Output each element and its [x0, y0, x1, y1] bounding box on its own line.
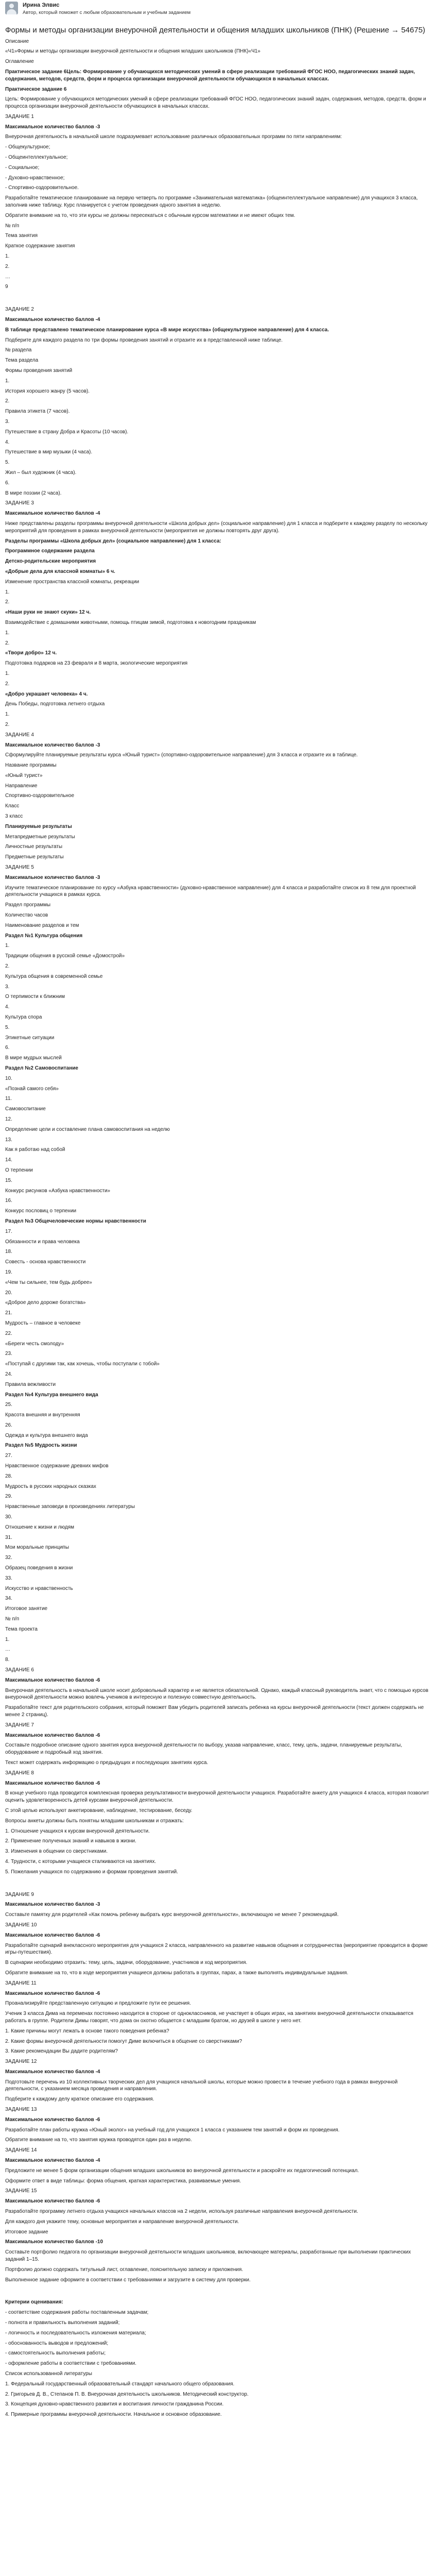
text-paragraph: - Социальное;	[5, 164, 40, 171]
text-paragraph: 6.	[5, 1045, 10, 1051]
text-paragraph: 2.	[5, 640, 10, 646]
text-paragraph: Подготовьте перечень из 10 коллективных творческих дел для учащихся начальной школы, которые можно провести в течение учебного года в рамках внеурочной деятельности, с указанием месяца проведения и направления.	[5, 2079, 398, 2092]
text-paragraph: 20.	[5, 1290, 12, 1296]
heading-paragraph: Практическое задание 6Цель: Формирование у обучающихся методических умений в сфере реализации требований ФГОС НОО, педагогических знаний задач, содержания, методов, средств, форм и процесса организации внеурочной деятельности обучающихся в начальных классах.	[5, 69, 415, 82]
text-paragraph: История хорошего жанру (5 часов).	[5, 388, 90, 394]
text-paragraph: 26.	[5, 1422, 12, 1428]
text-paragraph: Образец поведения в жизни	[5, 1565, 73, 1571]
text-paragraph: - логичность и последовательность изложения материала;	[5, 2330, 146, 2336]
text-paragraph: …	[5, 1647, 10, 1653]
heading-paragraph: Максимальное количество баллов -3	[5, 742, 100, 748]
text-paragraph: Правила вежливости	[5, 1381, 56, 1387]
heading-paragraph: Разделы программы «Школа добрых дел» (социальное направление) для 1 класса:	[5, 538, 221, 544]
text-paragraph: - Общеинтеллектуальное;	[5, 155, 68, 161]
text-paragraph: 1.	[5, 943, 10, 949]
text-paragraph: День Победы, подготовка летнего отдыха	[5, 701, 105, 707]
text-paragraph: - оформление работы в соответствии с требованиями.	[5, 2361, 137, 2367]
text-paragraph: 1.	[5, 253, 10, 260]
text-paragraph: Обязанности и права человека	[5, 1239, 80, 1245]
text-paragraph: ЗАДАНИЕ 12	[5, 2059, 37, 2065]
text-paragraph: 1.	[5, 589, 10, 595]
text-paragraph: Метапредметные результаты	[5, 834, 75, 840]
heading-paragraph: Раздел №2 Самовоспитание	[5, 1065, 78, 1071]
text-paragraph: 6.	[5, 480, 10, 486]
text-paragraph: «Поступай с другими так, как хочешь, чтобы поступали с тобой»	[5, 1361, 160, 1367]
text-paragraph: ЗАДАНИЕ 6	[5, 1667, 34, 1673]
heading-paragraph: Раздел №3 Общечеловеческие нормы нравственности	[5, 1218, 146, 1224]
text-paragraph: ЗАДАНИЕ 1	[5, 113, 34, 120]
author-avatar[interactable]	[5, 2, 18, 14]
text-paragraph: 31.	[5, 1534, 12, 1540]
text-paragraph: Формы проведения занятий	[5, 368, 73, 374]
text-paragraph: Оформите ответ в виде таблицы: форма общения, краткая характеристика, развиваемые умения.	[5, 2178, 241, 2184]
text-paragraph: Портфолио должно содержать титульный лист, оглавление, пояснительную записку и приложения.	[5, 2266, 243, 2273]
text-paragraph: Спортивно-оздоровительное	[5, 793, 75, 799]
heading-paragraph: Максимальное количество баллов -4	[5, 511, 100, 517]
text-paragraph: 4. Трудности, с которыми учащиеся сталкиваются на занятиях.	[5, 1858, 156, 1865]
heading-paragraph: Критерии оценивания:	[5, 2299, 63, 2306]
text-paragraph: Самовоспитание	[5, 1106, 46, 1112]
text-paragraph: - обоснованность выводов и предложений;	[5, 2340, 109, 2346]
text-paragraph: Составьте портфолио педагога по организации внеурочной деятельности младших школьников, включающее материалы, разработанные при выполнении практических заданий 1–15.	[5, 2249, 411, 2263]
text-paragraph: Мудрость – главное в человеке	[5, 1320, 81, 1326]
text-paragraph: ЗАДАНИЕ 4	[5, 732, 34, 738]
text-paragraph: Ниже представлены разделы программы внеурочной деятельности «Школа добрых дел» (социальное направление) для 1 класса и подберите к каждому разделу по нескольку мероприятий для проведения в рамках внеурочной деятельности (мероприятия не должны повторять друг друга).	[5, 520, 428, 534]
text-paragraph: Определение цели и составление плана самовоспитания на неделю	[5, 1126, 170, 1132]
text-paragraph: Внеурочная деятельность в начальной школе носит добровольный характер и не является обязательной. Однако, каждый классный руководитель знает, что с помощью курсов внеурочной деятельности можно вовлечь учеников в интересную и полезную совместную деятельность.	[5, 1687, 429, 1701]
text-paragraph: Конкурс пословиц о терпении	[5, 1208, 77, 1214]
text-paragraph: 16.	[5, 1198, 12, 1204]
text-paragraph: 10.	[5, 1075, 12, 1081]
heading-paragraph: Максимальное количество баллов -4	[5, 317, 100, 323]
heading-paragraph: Максимальное количество баллов -6	[5, 2198, 100, 2205]
heading-paragraph: Максимальное количество баллов -6	[5, 1780, 100, 1786]
document-title: Формы и методы организации внеурочной деятельности и общения младших школьников (ПНК) (Решение → 54675)	[5, 25, 426, 35]
text-paragraph: Тема проекта	[5, 1626, 38, 1632]
text-paragraph: Отношение к жизни и людям	[5, 1524, 74, 1530]
text-paragraph: Изменение пространства классной комнаты, рекреации	[5, 579, 139, 585]
text-paragraph: Выполненное задание оформите в соответствии с требованиями и загрузите в систему для проверки.	[5, 2277, 251, 2283]
text-paragraph: Культура общения в современной семье	[5, 973, 103, 979]
text-paragraph: Нравственные заповеди в произведениях литературы	[5, 1504, 135, 1510]
heading-paragraph: Максимальное количество баллов -10	[5, 2239, 103, 2245]
text-paragraph: …	[5, 274, 10, 280]
text-paragraph: Предметные результаты	[5, 854, 64, 860]
section-spacer	[5, 1879, 431, 1891]
text-paragraph: ЗАДАНИЕ 3	[5, 500, 34, 506]
text-paragraph: 5.	[5, 1024, 10, 1030]
text-paragraph: О терпении	[5, 1167, 33, 1173]
text-paragraph: 13.	[5, 1137, 12, 1143]
text-paragraph: 21.	[5, 1310, 12, 1316]
text-paragraph: Разработайте программу летнего отдыха учащихся начальных классов на 2 недели, используя различные направления внеурочной деятельности.	[5, 2209, 358, 2215]
heading-paragraph: Максимальное количество баллов -6	[5, 2116, 100, 2123]
text-paragraph: Составьте памятку для родителей «Как помочь ребенку выбрать курс внеурочной деятельности», включающую не менее 7 рекомендаций.	[5, 1912, 339, 1918]
text-paragraph: Список использованной литературы	[5, 2371, 92, 2377]
text-paragraph: Личностные результаты	[5, 844, 63, 850]
text-paragraph: О терпимости к ближним	[5, 994, 65, 1000]
text-paragraph: 3 класс	[5, 814, 23, 820]
text-paragraph: Разработайте тематическое планирование на первую четверть по программе «Занимательная математика» (общеинтеллектуальное направление) для учащихся 3 класса, заполнив ниже таблицу. Курс планируется с учетом проведения одного занятия в неделю.	[5, 195, 418, 209]
text-paragraph: ЗАДАНИЕ 14	[5, 2147, 37, 2154]
text-paragraph: Подготовка подарков на 23 февраля и 8 марта, экологические мероприятия	[5, 660, 188, 667]
text-paragraph: Описание	[5, 38, 29, 44]
text-paragraph: ЗАДАНИЕ 9	[5, 1891, 34, 1897]
text-paragraph: 3. Какие рекомендации Вы дадите родителям?	[5, 2048, 118, 2055]
text-paragraph: 29.	[5, 1494, 12, 1500]
text-paragraph: «Познай самого себя»	[5, 1086, 59, 1092]
text-paragraph: Итоговое занятие	[5, 1606, 48, 1612]
text-paragraph: 2.	[5, 398, 10, 404]
text-paragraph: «Ч1»Формы и методы организации внеурочной деятельности и общения младших школьников (ПНК)«Ч1»	[5, 48, 260, 55]
author-info	[23, 2, 190, 16]
heading-paragraph: «Наши руки не знают скуки» 12 ч.	[5, 609, 91, 616]
text-paragraph: 2.	[5, 721, 10, 727]
text-paragraph: 33.	[5, 1575, 12, 1581]
text-paragraph: 17.	[5, 1228, 12, 1234]
text-paragraph: Конкурс рисунков «Азбука нравственности»	[5, 1188, 111, 1194]
text-paragraph: Одежда и культура внешнего вида	[5, 1432, 88, 1438]
heading-paragraph: Планируемые результаты	[5, 823, 72, 829]
section-spacer	[5, 2286, 431, 2299]
text-paragraph: Проанализируйте представленную ситуацию и предложите пути ее решения.	[5, 2001, 191, 2007]
text-paragraph: ЗАДАНИЕ 13	[5, 2107, 37, 2113]
text-paragraph: ЗАДАНИЕ 15	[5, 2188, 37, 2194]
text-paragraph: Правила этикета (7 часов).	[5, 409, 70, 415]
heading-paragraph: Максимальное количество баллов -6	[5, 1990, 100, 1996]
heading-paragraph: «Твори добро» 12 ч.	[5, 650, 57, 656]
text-paragraph: Краткое содержание занятия	[5, 243, 75, 249]
heading-paragraph: «Добрые дела для классной комнаты» 6 ч.	[5, 568, 115, 574]
text-paragraph: 25.	[5, 1402, 12, 1408]
text-paragraph: Цель: Формирование у обучающихся методических умений в сфере реализации требований ФГОС НОО, педагогических знаний задач, содержания, методов, средств, форм и процесса организации внеурочной деятельности обучающихся в начальных классах.	[5, 96, 426, 110]
text-paragraph: ЗАДАНИЕ 10	[5, 1922, 37, 1928]
text-paragraph: № п/п	[5, 1616, 20, 1622]
text-paragraph: 2.	[5, 963, 10, 970]
text-paragraph: Наименование разделов и тем	[5, 922, 79, 928]
text-paragraph: Разработайте текст для родительского собрания, который поможет Вам убедить родителей записать ребенка на курсы внеурочной деятельности (текст должен содержать не менее 2 страниц).	[5, 1705, 424, 1718]
heading-paragraph: Максимальное количество баллов -3	[5, 874, 100, 880]
text-paragraph: - Спортивно-оздоровительное.	[5, 185, 79, 191]
heading-paragraph: Максимальное количество баллов -3	[5, 124, 100, 130]
text-paragraph: Обратите внимание на то, что занятия кружка проводятся один раз в неделю.	[5, 2137, 192, 2143]
text-paragraph: Подберите к каждому делу краткое описание его содержания.	[5, 2096, 154, 2103]
text-paragraph: - Духовно-нравственное;	[5, 175, 65, 181]
text-paragraph: В сценарии необходимо отразить: тему, цель, задачи, оборудование, участников и ход мероприятия.	[5, 1960, 248, 1966]
text-paragraph: Мои моральные принципы	[5, 1545, 69, 1551]
heading-paragraph: Максимальное количество баллов -6	[5, 1932, 100, 1938]
text-paragraph: 32.	[5, 1555, 12, 1561]
text-paragraph: 4.	[5, 439, 10, 445]
text-paragraph: Составьте подробное описание одного занятия курса внеурочной деятельности по выбору, указав направление, класс, тему, цель, задачи, планируемые результаты, оборудование и подробный ход занятия.	[5, 1742, 403, 1756]
heading-paragraph: Раздел №1 Культура общения	[5, 933, 83, 939]
text-paragraph: ЗАДАНИЕ 5	[5, 865, 34, 871]
heading-paragraph: Максимальное количество баллов -3	[5, 1902, 100, 1908]
text-paragraph: 11.	[5, 1096, 12, 1102]
text-paragraph: Путешествие в страну Добра и Красоты (10 часов).	[5, 429, 129, 435]
text-paragraph: 12.	[5, 1116, 12, 1122]
text-paragraph: Сформулируйте планируемые результаты курса «Юный турист» (спортивно-оздоровительное направление) для 3 класса и отразите их в таблице.	[5, 752, 358, 758]
text-paragraph: Красота внешняя и внутренняя	[5, 1412, 80, 1418]
text-paragraph: 1.	[5, 1636, 10, 1642]
heading-paragraph: Раздел №4 Культура внешнего вида	[5, 1392, 98, 1398]
text-paragraph: «Юный турист»	[5, 772, 43, 778]
text-paragraph: - Общекультурное;	[5, 144, 50, 150]
text-paragraph: Разработайте сценарий внеклассного мероприятия для учащихся 2 класса, направленного на развитие навыков общения и сотрудничества (мероприятие проводится в форме игры-путешествия).	[5, 1942, 428, 1956]
text-paragraph: 5. Пожелания учащихся по содержанию и формам проведения занятий.	[5, 1869, 179, 1875]
heading-paragraph: Программное содержание раздела	[5, 548, 95, 554]
text-paragraph: Оглавление	[5, 59, 34, 65]
text-paragraph: 3.	[5, 419, 10, 425]
heading-paragraph: Максимальное количество баллов -6	[5, 1677, 100, 1683]
text-paragraph: 2. Какие формы внеурочной деятельности помогут Диме включиться в общение со сверстниками?	[5, 2038, 242, 2044]
text-paragraph: Взаимодействие с домашними животными, помощь птицам зимой, подготовка к новогодним праздникам	[5, 619, 256, 625]
text-paragraph: 15.	[5, 1177, 12, 1183]
text-paragraph: «Береги честь смолоду»	[5, 1341, 64, 1347]
text-paragraph: «Доброе дело дороже богатства»	[5, 1300, 86, 1306]
text-paragraph: «Чем ты сильнее, тем будь добрее»	[5, 1279, 92, 1285]
text-paragraph: 34.	[5, 1596, 12, 1602]
heading-paragraph: Максимальное количество баллов -6	[5, 1732, 100, 1738]
text-paragraph: Количество часов	[5, 912, 48, 919]
text-paragraph: ЗАДАНИЕ 8	[5, 1770, 34, 1776]
text-paragraph: Тема занятия	[5, 233, 38, 239]
text-paragraph: 3. Концепция духовно-нравственного развития и воспитания личности гражданина России.	[5, 2401, 224, 2408]
document-body	[5, 38, 431, 2418]
text-paragraph: Для каждого дня укажите тему, основные мероприятия и направление внеурочной деятельности.	[5, 2218, 239, 2225]
text-paragraph: Обратите внимание на то, что в ходе мероприятия учащиеся должны работать в группах, парах, а также выполнять индивидуальные задания.	[5, 1970, 348, 1976]
text-paragraph: 1. Отношение учащихся к курсам внеурочной деятельности.	[5, 1828, 150, 1834]
text-paragraph: 14.	[5, 1157, 12, 1163]
text-paragraph: Направление	[5, 783, 38, 789]
text-paragraph: 19.	[5, 1269, 12, 1275]
text-paragraph: Раздел программы	[5, 902, 51, 908]
text-paragraph: Традиции общения в русской семье «Домострой»	[5, 953, 125, 959]
text-paragraph: Совесть - основа нравственности	[5, 1259, 86, 1265]
text-paragraph: ЗАДАНИЕ 2	[5, 307, 34, 313]
text-paragraph: 2.	[5, 599, 10, 605]
author-header	[5, 2, 431, 16]
text-paragraph: Жил – был художник (4 часа).	[5, 469, 77, 476]
text-paragraph: Как я работаю над собой	[5, 1147, 65, 1153]
text-paragraph: Итоговое задание	[5, 2229, 48, 2235]
text-paragraph: Этикетные ситуации	[5, 1035, 55, 1041]
text-paragraph: Название программы	[5, 762, 57, 769]
text-paragraph: № раздела	[5, 347, 32, 353]
text-paragraph: Ученик 3 класса Дима на переменах постоянно находится в стороне от одноклассников, не участвует в общих играх, на занятиях внеурочной деятельности отказывается работать в группе. Родители Димы говорят, что дома он охотно общается с младшим братом, но друзей в школе у него нет.	[5, 2011, 413, 2024]
text-paragraph: 24.	[5, 1371, 12, 1377]
text-paragraph: 2.	[5, 681, 10, 687]
heading-paragraph: «Добро украшает человека» 4 ч.	[5, 691, 88, 697]
text-paragraph: 2.	[5, 263, 10, 269]
text-paragraph: В конце учебного года проводится комплексная проверка результативности внеурочной деятельности учащихся. Разработайте анкету для учащихся 4 класса, которая позволит оценить удовлетворенность детей курсами внеурочной деятельности.	[5, 1790, 429, 1804]
text-paragraph: Тема раздела	[5, 358, 39, 364]
section-spacer	[5, 294, 431, 306]
text-paragraph: Вопросы анкеты должны быть понятны младшим школьникам и отражать:	[5, 1818, 184, 1824]
text-paragraph: 1. Какие причины могут лежать в основе такого поведения ребенка?	[5, 2028, 169, 2034]
author-subtitle: Автор, который поможет с любым образовательным и учебным заданием	[23, 10, 191, 16]
text-paragraph: № п/п	[5, 223, 20, 229]
text-paragraph: В мире поэзии (2 часа).	[5, 490, 62, 496]
text-paragraph: Нравственное содержание древних мифов	[5, 1463, 109, 1469]
text-paragraph: 3.	[5, 984, 10, 990]
author-name[interactable]: Ирина Элвис	[23, 2, 60, 8]
text-paragraph: 30.	[5, 1514, 12, 1520]
text-paragraph: Культура спора	[5, 1014, 42, 1021]
text-paragraph: Предложите не менее 5 форм организации общения младших школьников во внеурочной деятельности и раскройте их педагогический потенциал.	[5, 2167, 359, 2174]
text-paragraph: 22.	[5, 1330, 12, 1336]
text-paragraph: Внеурочная деятельность в начальной школе подразумевает использование различных образовательных программ по пяти направлениям:	[5, 134, 342, 140]
text-paragraph: С этой целью используют анкетирование, наблюдение, тестирование, беседу.	[5, 1807, 193, 1814]
text-paragraph: - соответствие содержания работы поставленным задачам;	[5, 2310, 149, 2316]
text-paragraph: Класс	[5, 803, 20, 809]
text-paragraph: 4. Примерные программы внеурочной деятельности. Начальное и основное образование.	[5, 2412, 222, 2418]
heading-paragraph: Раздел №5 Мудрость жизни	[5, 1443, 77, 1449]
text-paragraph: Обратите внимание на то, что эти курсы не должны пересекаться с обычным курсом математики и не имеют общих тем.	[5, 212, 295, 218]
text-paragraph: В мире мудрых мыслей	[5, 1055, 62, 1061]
text-paragraph: 1. Федеральный государственный образовательный стандарт начального общего образования.	[5, 2381, 235, 2387]
text-paragraph: ЗАДАНИЕ 11	[5, 1980, 37, 1986]
text-paragraph: 1.	[5, 711, 10, 718]
text-paragraph: 3. Изменения в общении со сверстниками.	[5, 1849, 108, 1855]
heading-paragraph: Максимальное количество баллов -4	[5, 2158, 100, 2164]
text-paragraph: 1.	[5, 378, 10, 384]
text-paragraph: 18.	[5, 1249, 12, 1255]
text-paragraph: 1.	[5, 670, 10, 676]
text-paragraph: Искусство и нравственность	[5, 1585, 73, 1591]
heading-paragraph: В таблице представлено тематическое планирование курса «В мире искусства» (общекультурное направление) для 4 класса.	[5, 327, 329, 333]
text-paragraph: 1.	[5, 630, 10, 636]
text-paragraph: 28.	[5, 1473, 12, 1479]
text-paragraph: 9	[5, 284, 8, 290]
text-paragraph: Разработайте план работы кружка «Юный эколог» на учебный год для учащихся 1 класса с указанием тем занятий и форм их проведения.	[5, 2127, 340, 2133]
text-paragraph: 5.	[5, 460, 10, 466]
text-paragraph: 27.	[5, 1453, 12, 1459]
text-paragraph: 23.	[5, 1351, 12, 1357]
text-paragraph: - полнота и правильность выполнения заданий;	[5, 2320, 120, 2326]
text-paragraph: - самостоятельность выполнения работы;	[5, 2350, 106, 2357]
text-paragraph: ЗАДАНИЕ 7	[5, 1722, 34, 1728]
text-paragraph: Изучите тематическое планирование по курсу «Азбука нравственности» (духовно-нравственное направление) для 4 класса и разработайте список из 8 тем для проектной деятельности учащихся в рамках курса.	[5, 885, 416, 898]
text-paragraph: 8.	[5, 1657, 10, 1663]
text-paragraph: 4.	[5, 1004, 10, 1010]
text-paragraph: 2. Григорьев Д. В., Степанов П. В. Внеурочная деятельность школьников. Методический конструктор.	[5, 2391, 249, 2397]
text-paragraph: 2. Применение полученных знаний и навыков в жизни.	[5, 1838, 136, 1844]
heading-paragraph: Максимальное количество баллов -4	[5, 2069, 100, 2075]
heading-paragraph: Практическое задание 6	[5, 86, 67, 92]
text-paragraph: Путешествие в мир музыки (4 часа).	[5, 449, 93, 455]
text-paragraph: Подберите для каждого раздела по три формы проведения занятий и отразите их в представленной ниже таблице.	[5, 337, 283, 343]
text-paragraph: Мудрость в русских народных сказках	[5, 1483, 96, 1489]
document-page	[0, 2, 436, 2429]
text-paragraph: Текст может содержать информацию о предыдущих и последующих занятиях курса.	[5, 1759, 208, 1766]
heading-paragraph: Детско-родительские мероприятия	[5, 558, 96, 565]
